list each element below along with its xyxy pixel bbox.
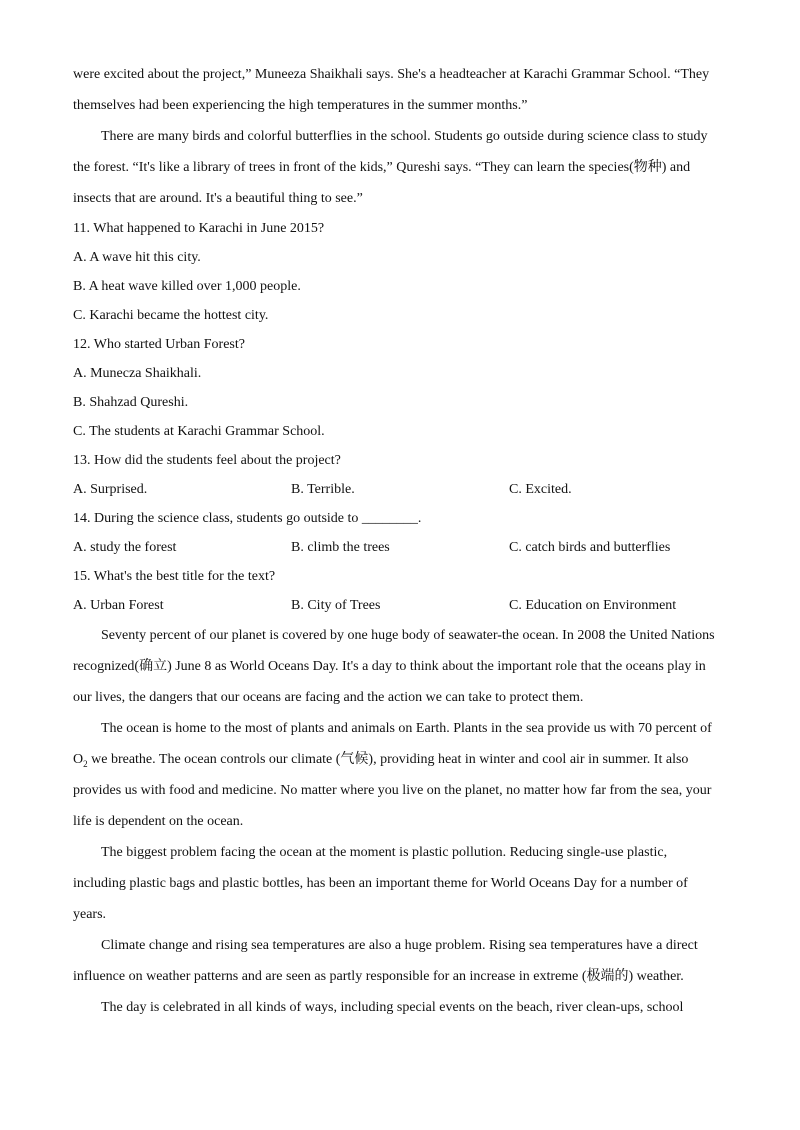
question-options-row xyxy=(73,591,733,620)
passage-line: The ocean is home to the most of plants and animals on Earth. Plants in the sea provide us with 70 percent of xyxy=(101,721,712,736)
question-option: A. Munecza Shaikhali. xyxy=(73,366,202,381)
question-stem: 13. How did the students feel about the project? xyxy=(73,453,341,468)
passage-line: The day is celebrated in all kinds of ways, including special events on the beach, river clean-ups, school xyxy=(101,1000,684,1015)
question-stem: 11. What happened to Karachi in June 2015? xyxy=(73,221,325,236)
passage-line: Climate change and rising sea temperatures are also a huge problem. Rising sea temperatures have a direct xyxy=(101,938,698,953)
question-option: C. catch birds and butterflies xyxy=(509,540,671,555)
passage-line: the forest. “It's like a library of trees in front of the kids,” Qureshi says. “They can learn the species(物种) and xyxy=(73,160,691,175)
passage-line: including plastic bags and plastic bottles, has been an important theme for World Oceans Day for a number of xyxy=(73,876,688,891)
question-option: B. A heat wave killed over 1,000 people. xyxy=(73,279,301,294)
question-stem: 15. What's the best title for the text? xyxy=(73,569,276,584)
question-option: A. study the forest xyxy=(73,540,177,555)
passage-line: provides us with food and medicine. No matter where you live on the planet, no matter how far from the sea, your xyxy=(73,783,712,798)
question-option: A. Surprised. xyxy=(73,482,148,497)
question-option: B. Shahzad Qureshi. xyxy=(73,395,189,410)
passage-line: The biggest problem facing the ocean at the moment is plastic pollution. Reducing single-use plastic, xyxy=(101,845,668,860)
question-options-row xyxy=(73,533,733,562)
question-option: C. Education on Environment xyxy=(509,598,677,613)
passage-line: influence on weather patterns and are seen as partly responsible for an increase in extreme (极端的) weather. xyxy=(73,969,684,984)
oxygen-symbol: O xyxy=(73,752,84,767)
passage-line xyxy=(73,744,733,775)
question-options-row xyxy=(73,475,733,504)
passage-line-text: we breathe. The ocean controls our climate (气候), providing heat in winter and cool air in summer. It also xyxy=(87,752,689,767)
question-option: B. Terrible. xyxy=(291,482,355,497)
questions xyxy=(73,214,733,620)
document-page xyxy=(73,59,733,1023)
question-option: A. Urban Forest xyxy=(73,598,164,613)
question-option: B. City of Trees xyxy=(291,598,381,613)
oxygen-subscript: 2 xyxy=(83,758,88,769)
passage-line: Seventy percent of our planet is covered by one huge body of seawater-the ocean. In 2008 the United Nations xyxy=(101,628,715,643)
passage-line: recognized(确立) June 8 as World Oceans Day. It's a day to think about the important role that the oceans play in xyxy=(73,659,706,674)
question-option: C. Excited. xyxy=(509,482,572,497)
passage-line: years. xyxy=(73,907,107,922)
passage-1 xyxy=(73,59,733,214)
passage-line: were excited about the project,” Muneeza Shaikhali says. She's a headteacher at Karachi Grammar School. “They xyxy=(73,67,710,82)
passage-line: themselves had been experiencing the high temperatures in the summer months.” xyxy=(73,98,528,113)
question-option: A. A wave hit this city. xyxy=(73,250,201,265)
passage-line: There are many birds and colorful butterflies in the school. Students go outside during science class to study xyxy=(101,129,708,144)
question-option: C. The students at Karachi Grammar School. xyxy=(73,424,325,439)
passage-line: life is dependent on the ocean. xyxy=(73,814,244,829)
passage-line: insects that are around. It's a beautiful thing to see.” xyxy=(73,191,363,206)
question-stem: 12. Who started Urban Forest? xyxy=(73,337,245,352)
passage-line: our lives, the dangers that our oceans are facing and the action we can take to protect them. xyxy=(73,690,584,705)
question-option: C. Karachi became the hottest city. xyxy=(73,308,269,323)
question-option: B. climb the trees xyxy=(291,540,390,555)
passage-2 xyxy=(73,620,733,1023)
question-stem: 14. During the science class, students go outside to ________. xyxy=(73,511,422,526)
